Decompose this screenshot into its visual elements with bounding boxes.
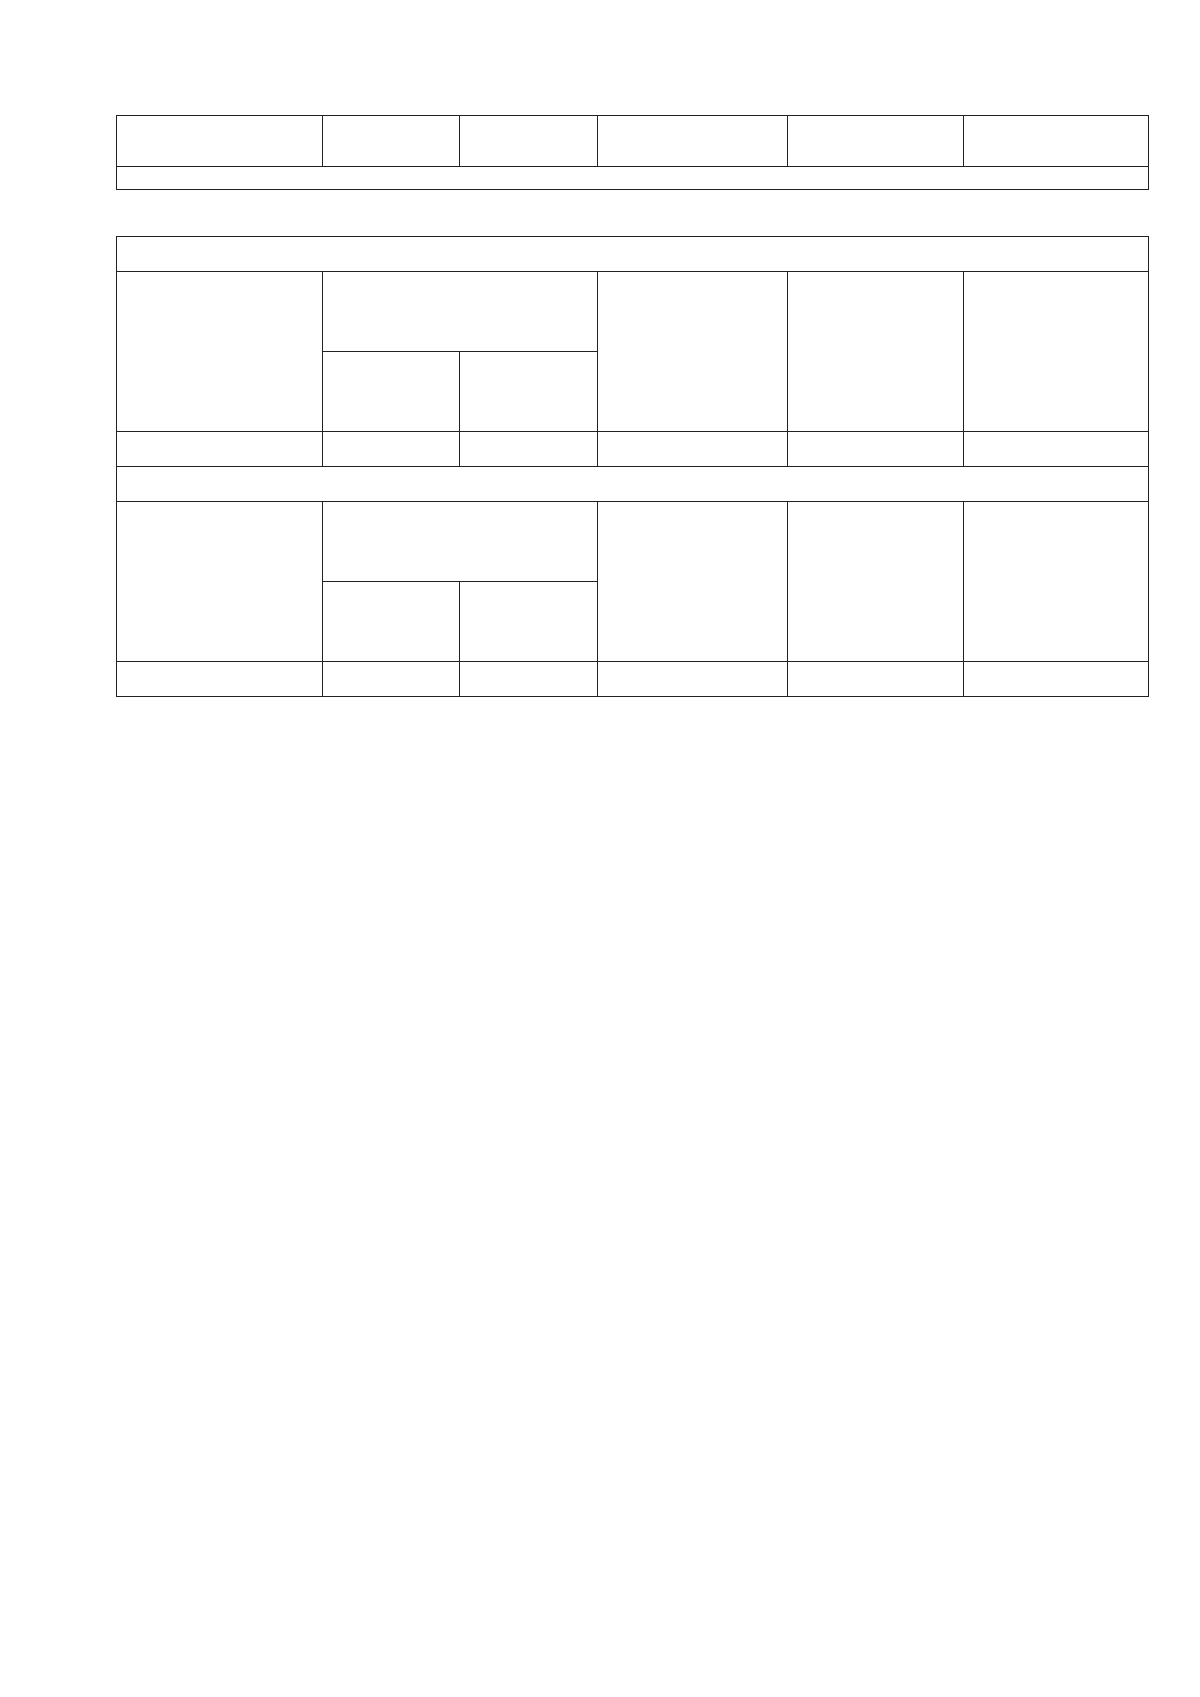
method-cell xyxy=(598,116,788,167)
header-designation xyxy=(117,272,323,432)
col-number xyxy=(598,662,788,697)
header-coords xyxy=(323,502,598,582)
boundary-points-table xyxy=(116,236,1149,697)
description-cell xyxy=(964,116,1149,167)
col-number xyxy=(323,432,460,467)
section-3-title xyxy=(117,467,1149,502)
x-cell xyxy=(323,116,460,167)
y-cell xyxy=(460,116,598,167)
header-row xyxy=(117,272,1149,352)
point-id-cell xyxy=(117,116,323,167)
section-2-title-row xyxy=(117,237,1149,272)
header-method xyxy=(598,502,788,662)
top-fragment-table xyxy=(116,115,1149,190)
empty-row xyxy=(117,167,1149,190)
header-y xyxy=(460,352,598,432)
header-x xyxy=(323,582,460,662)
header-designation xyxy=(117,502,323,662)
header-error xyxy=(788,272,964,432)
col-number xyxy=(598,432,788,467)
col-number xyxy=(964,432,1149,467)
header-x xyxy=(323,352,460,432)
col-number xyxy=(460,662,598,697)
column-number-row xyxy=(117,662,1149,697)
header-y xyxy=(460,582,598,662)
col-number xyxy=(117,432,323,467)
header-error xyxy=(788,502,964,662)
section-2-title xyxy=(117,237,1149,272)
col-number xyxy=(964,662,1149,697)
header-description xyxy=(964,272,1149,432)
section-3-title-row xyxy=(117,467,1149,502)
header-description xyxy=(964,502,1149,662)
table-row xyxy=(117,116,1149,167)
column-number-row xyxy=(117,432,1149,467)
col-number xyxy=(788,432,964,467)
col-number xyxy=(117,662,323,697)
error-cell xyxy=(788,116,964,167)
col-number xyxy=(460,432,598,467)
header-row xyxy=(117,502,1149,582)
header-coords xyxy=(323,272,598,352)
header-method xyxy=(598,272,788,432)
col-number xyxy=(788,662,964,697)
col-number xyxy=(323,662,460,697)
